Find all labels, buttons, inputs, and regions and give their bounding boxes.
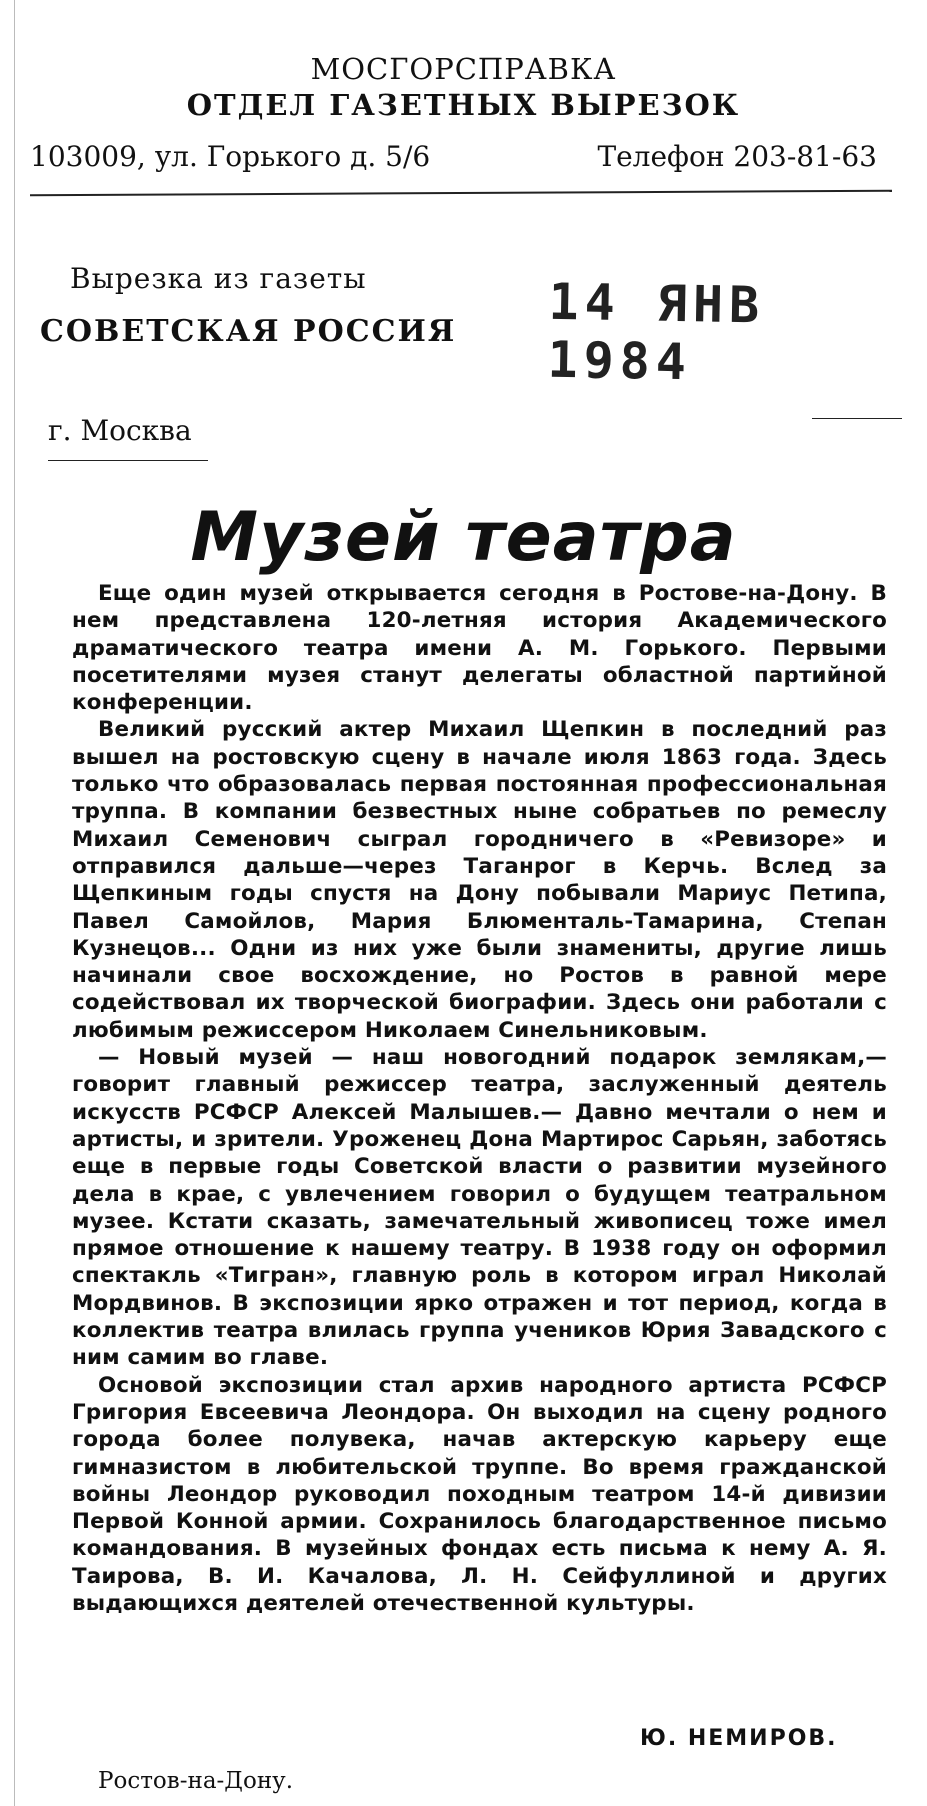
article-paragraph: — Новый музей — наш новогодний подарок землякам,— говорит главный режиссер театра, заслуженный деятель искусств РСФСР Алексей Малышев.— Давно мечтали о нем и артисты, и зрители. Уроженец Дона Мартирос Сарьян, заботясь еще в первые годы Советской власти о развитии музейного дела в крае, с увлечением говорил о будущем театральном музее. Кстати сказать, замечательный живописец тоже имел прямое отношение к нашему театру. В 1938 году он оформил спектакль «Тигран», главную роль в котором играл Николай Мордвинов. В экспозиции ярко отражен и тот период, когда в коллектив театра влилась группа учеников Юрия Завадского с ним самим во главе.	[72, 1045, 887, 1371]
article-dateline: Ростов-на-Дону.	[98, 1768, 294, 1794]
article-paragraph: Великий русский актер Михаил Щепкин в последний раз вышел на ростовскую сцену в начале июля 1863 года. Здесь только что образовалась первая постоянная профессиональная труппа. В компании безвестных ныне собратьев по ремеслу Михаил Семенович сыграл городничего в «Ревизоре» и отправился дальше—через Таганрог в Керчь. Вслед за Щепкиным годы спустя на Дону побывали Мариус Петипа, Павел Самойлов, Мария Блюменталь-Тамарина, Степан Кузнецов... Одни из них уже были знамениты, другие лишь начинали свое восхождение, но Ростов в равной мере содействовал их творческой биографии. Здесь они работали с любимым режиссером Николаем Синельниковым.	[72, 717, 887, 1043]
article-paragraph: Еще один музей открывается сегодня в Ростове-на-Дону. В нем представлена 120-летняя история Академического драматического театра имени А. М. Горького. Первыми посетителями музея станут делегаты областной партийной конференции.	[72, 581, 887, 716]
newspaper-name: СОВЕТСКАЯ РОССИЯ	[40, 314, 457, 349]
city-label: г. Москва	[48, 414, 192, 447]
article-body	[72, 580, 887, 1617]
article-paragraph: Основой экспозиции стал архив народного артиста РСФСР Григория Евсеевича Леондора. Он выходил на сцену родного города более полувека, начав актерскую карьеру еще гимназистом в любительской труппе. Во время гражданской войны Леондор руководил походным театром 14-й дивизии Первой Конной армии. Сохранилось благодарственное письмо командования. В музейных фондах есть письма к нему А. Я. Таирова, В. И. Качалова, Л. Н. Сейфуллиной и других выдающихся деятелей отечественной культуры.	[72, 1372, 887, 1616]
header-divider	[30, 190, 892, 197]
right-divider	[812, 418, 902, 419]
date-stamp: 14 ЯНВ 1984	[547, 272, 766, 392]
article-title: Музей театра	[190, 498, 737, 577]
city-underline	[48, 460, 208, 461]
page-edge-line	[14, 0, 15, 1806]
bureau-name: МОСГОРСПРАВКА	[310, 52, 617, 86]
phone: Телефон 203-81-63	[597, 140, 877, 173]
clipping-label: Вырезка из газеты	[70, 262, 367, 295]
department-name: ОТДЕЛ ГАЗЕТНЫХ ВЫРЕЗОК	[186, 88, 741, 122]
article-author: Ю. НЕМИРОВ.	[640, 1726, 838, 1751]
address: 103009, ул. Горького д. 5/6	[30, 140, 431, 173]
contact-row	[30, 140, 877, 173]
